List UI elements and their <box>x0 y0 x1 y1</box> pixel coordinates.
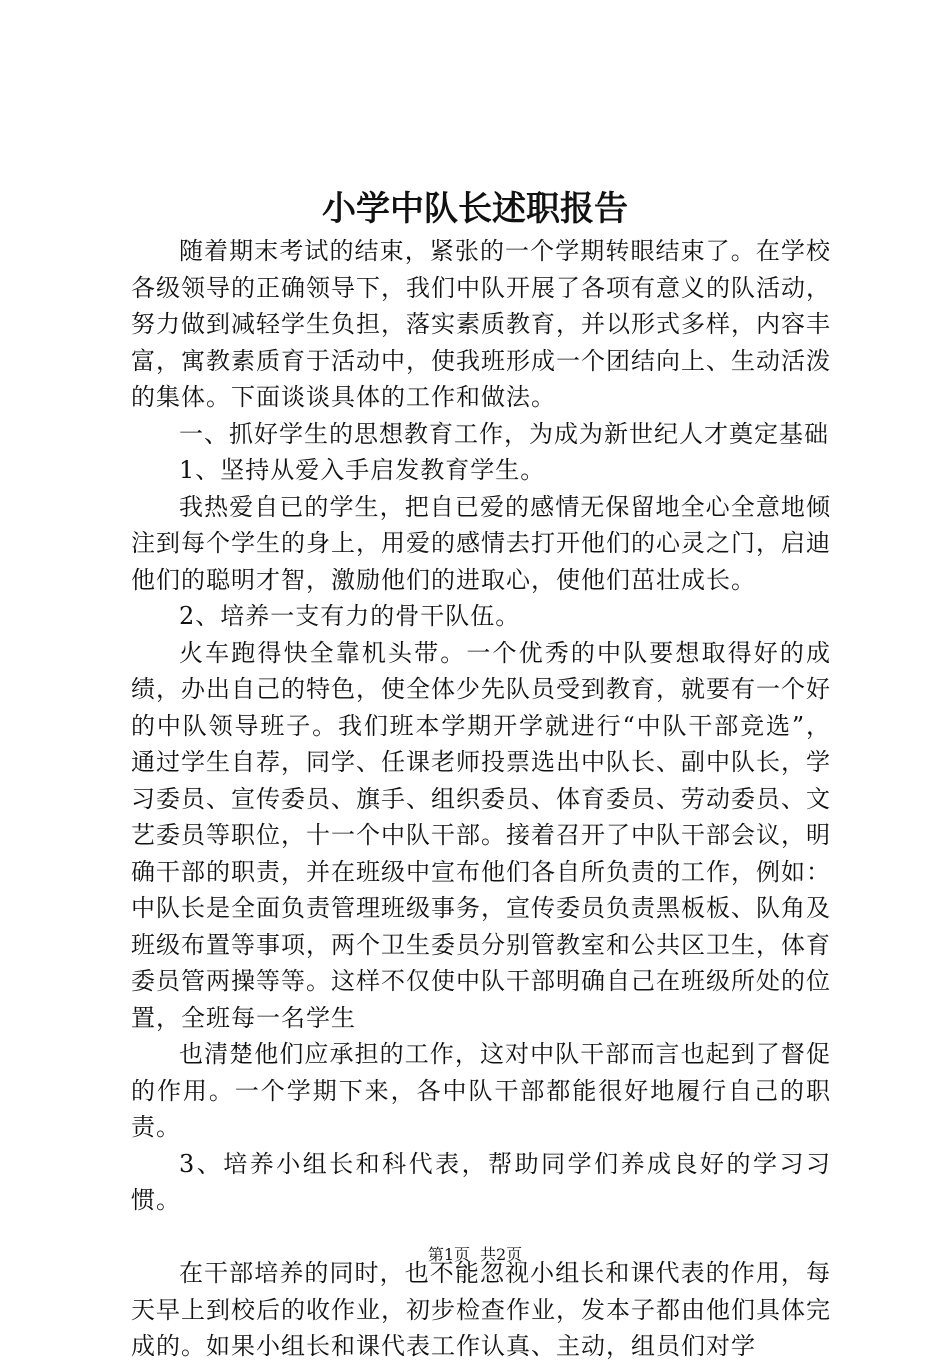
subheading-2: 2、培养一支有力的骨干队伍。 <box>179 602 521 630</box>
paragraph-cadres: 火车跑得快全靠机头带。一个优秀的中队要想取得好的成绩，办出自己的特色，使全体少先队员受到教育，就要有一个好的中队领导班子。我们班本学期开学就进行“中队干部竞选”，通过学生自荐，同学、任课老师投票选出中队长、副中队长，学习委员、宣传委员、旗手、组织委员、体育委员、劳动委员、文艺委员等职位，十一个中队干部。接着召开了中队干部会议，明确干部的职责，并在班级中宣布他们各自所负责的工作，例如：中队长是全面负责管理班级事务，宣传委员负责黑板板、队角及班级布置等事项，两个卫生委员分别管教室和公共区卫生，体育委员管两操等等。这样不仅使中队干部明确自己在班级所处的位置，全班每一名学生 <box>131 638 831 1032</box>
page-footer <box>0 1243 950 1267</box>
paragraph-group-leaders: 在干部培养的同时，也不能忽视小组长和课代表的作用，每天早上到校后的收作业，初步检查作业，发本子都由他们具体完成的。如果小组长和课代表工作认真、主动，组员们对学 <box>131 1259 831 1360</box>
page-number: 第1页 <box>427 1245 470 1264</box>
page-title: 小学中队长述职报告 <box>322 189 628 229</box>
subheading-3: 3、培养小组长和科代表，帮助同学们养成良好的学习习惯。 <box>131 1149 831 1214</box>
section-heading-1: 一、抓好学生的思想教育工作，为成为新世纪人才奠定基础 <box>179 419 829 448</box>
document-body <box>131 233 831 1365</box>
paragraph-duties: 也清楚他们应承担的工作，这对中队干部而言也起到了督促的作用。一个学期下来，各中队干部都能很好地履行自己的职责。 <box>131 1040 831 1141</box>
subheading-1: 1、坚持从爱入手启发教育学生。 <box>179 456 546 484</box>
page-total: 共2页 <box>480 1245 523 1264</box>
paragraph-intro: 随着期末考试的结束，紧张的一个学期转眼结束了。在学校各级领导的正确领导下，我们中队开展了各项有意义的队活动，努力做到减轻学生负担，落实素质教育，并以形式多样，内容丰富，寓教素质育于活动中，使我班形成一个团结向上、生动活泼的集体。下面谈谈具体的工作和做法。 <box>131 237 831 411</box>
paragraph-love: 我热爱自已的学生，把自已爱的感情无保留地全心全意地倾注到每个学生的身上，用爱的感情去打开他们的心灵之门，启迪他们的聪明才智，激励他们的进取心，使他们茁壮成长。 <box>131 492 831 594</box>
